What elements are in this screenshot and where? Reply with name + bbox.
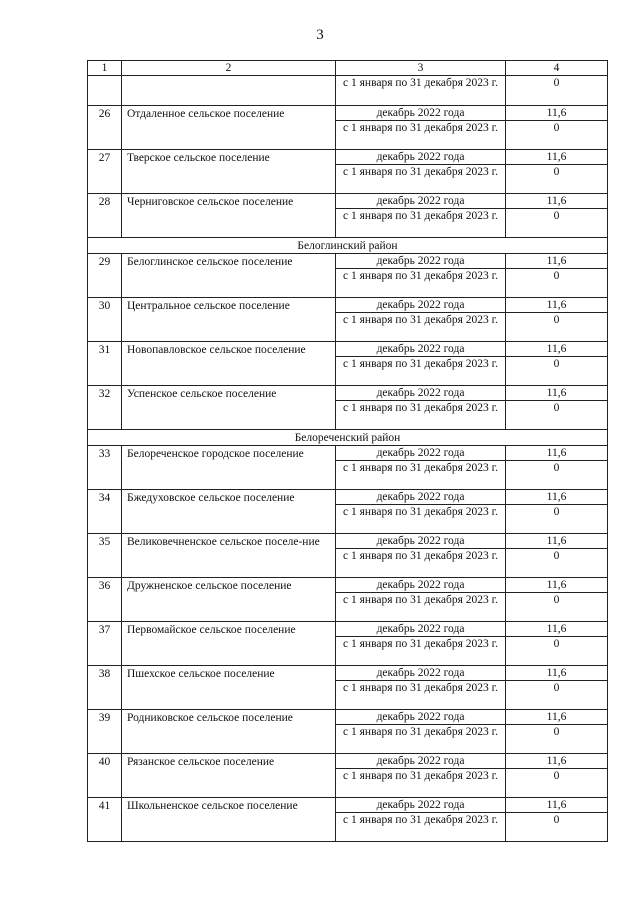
settlement-name-cell: Дружненское сельское поселение <box>122 578 336 622</box>
table-header-row <box>88 61 608 76</box>
period-cell: с 1 января по 31 декабря 2023 г. <box>336 637 506 666</box>
table-row <box>88 342 608 357</box>
settlement-name-cell: Родниковское сельское поселение <box>122 710 336 754</box>
period-cell: декабрь 2022 года <box>336 446 506 461</box>
period-cell: с 1 января по 31 декабря 2023 г. <box>336 209 506 238</box>
row-number-cell: 33 <box>88 446 122 490</box>
table-row <box>88 254 608 269</box>
period-cell: с 1 января по 31 декабря 2023 г. <box>336 505 506 534</box>
period-cell: декабрь 2022 года <box>336 298 506 313</box>
data-table <box>87 60 608 842</box>
row-number-cell: 41 <box>88 798 122 842</box>
value-cell: 11,6 <box>506 106 608 121</box>
table-row <box>88 446 608 461</box>
value-cell: 0 <box>506 313 608 342</box>
table-row <box>88 578 608 593</box>
row-number-cell: 38 <box>88 666 122 710</box>
value-cell: 0 <box>506 637 608 666</box>
value-cell: 11,6 <box>506 446 608 461</box>
header-col-3: 3 <box>336 61 506 76</box>
value-cell: 11,6 <box>506 386 608 401</box>
period-cell: с 1 января по 31 декабря 2023 г. <box>336 121 506 150</box>
table-row <box>88 490 608 505</box>
value-cell: 0 <box>506 401 608 430</box>
value-cell: 0 <box>506 505 608 534</box>
period-cell: декабрь 2022 года <box>336 150 506 165</box>
period-cell: с 1 января по 31 декабря 2023 г. <box>336 165 506 194</box>
period-cell: декабрь 2022 года <box>336 490 506 505</box>
row-number-cell <box>88 76 122 106</box>
period-cell: декабрь 2022 года <box>336 798 506 813</box>
row-number-cell: 39 <box>88 710 122 754</box>
district-name: Белоглинский район <box>88 238 608 254</box>
value-cell: 0 <box>506 357 608 386</box>
table-row <box>88 106 608 121</box>
value-cell: 0 <box>506 165 608 194</box>
table-row <box>88 534 608 549</box>
row-number-cell: 40 <box>88 754 122 798</box>
value-cell: 11,6 <box>506 710 608 725</box>
row-number-cell: 34 <box>88 490 122 534</box>
period-cell: с 1 января по 31 декабря 2023 г. <box>336 593 506 622</box>
district-header-row <box>88 430 608 446</box>
row-number-cell: 28 <box>88 194 122 238</box>
district-name: Белореченский район <box>88 430 608 446</box>
value-cell: 0 <box>506 813 608 842</box>
table-row <box>88 754 608 769</box>
settlement-name-cell <box>122 76 336 106</box>
settlement-name-cell: Школьненское сельское поселение <box>122 798 336 842</box>
period-cell: с 1 января по 31 декабря 2023 г. <box>336 313 506 342</box>
settlement-name-cell: Успенское сельское поселение <box>122 386 336 430</box>
value-cell: 0 <box>506 121 608 150</box>
value-cell: 0 <box>506 269 608 298</box>
row-number-cell: 27 <box>88 150 122 194</box>
settlement-name-cell: Бжедуховское сельское поселение <box>122 490 336 534</box>
period-cell: с 1 января по 31 декабря 2023 г. <box>336 549 506 578</box>
settlement-name-cell: Тверское сельское поселение <box>122 150 336 194</box>
period-cell: с 1 января по 31 декабря 2023 г. <box>336 681 506 710</box>
period-cell: декабрь 2022 года <box>336 578 506 593</box>
row-number-cell: 31 <box>88 342 122 386</box>
value-cell: 0 <box>506 593 608 622</box>
value-cell: 11,6 <box>506 254 608 269</box>
header-col-1: 1 <box>88 61 122 76</box>
table-row <box>88 150 608 165</box>
period-cell: декабрь 2022 года <box>336 754 506 769</box>
value-cell: 0 <box>506 76 608 106</box>
period-cell: с 1 января по 31 декабря 2023 г. <box>336 725 506 754</box>
value-cell: 11,6 <box>506 342 608 357</box>
settlement-name-cell: Центральное сельское поселение <box>122 298 336 342</box>
value-cell: 11,6 <box>506 534 608 549</box>
period-cell: с 1 января по 31 декабря 2023 г. <box>336 769 506 798</box>
period-cell: с 1 января по 31 декабря 2023 г. <box>336 76 506 106</box>
table-row <box>88 622 608 637</box>
period-cell: декабрь 2022 года <box>336 194 506 209</box>
value-cell: 0 <box>506 209 608 238</box>
row-number-cell: 37 <box>88 622 122 666</box>
table-row <box>88 798 608 813</box>
value-cell: 11,6 <box>506 754 608 769</box>
page-number: 3 <box>316 27 324 43</box>
period-cell: с 1 января по 31 декабря 2023 г. <box>336 461 506 490</box>
period-cell: декабрь 2022 года <box>336 534 506 549</box>
settlement-name-cell: Белоглинское сельское поселение <box>122 254 336 298</box>
row-number-cell: 36 <box>88 578 122 622</box>
settlement-name-cell: Новопавловское сельское поселение <box>122 342 336 386</box>
period-cell: декабрь 2022 года <box>336 106 506 121</box>
district-header-row <box>88 238 608 254</box>
header-col-2: 2 <box>122 61 336 76</box>
row-number-cell: 26 <box>88 106 122 150</box>
table-row <box>88 386 608 401</box>
value-cell: 11,6 <box>506 150 608 165</box>
continuation-row <box>88 76 608 106</box>
settlement-name-cell: Черниговское сельское поселение <box>122 194 336 238</box>
row-number-cell: 29 <box>88 254 122 298</box>
period-cell: декабрь 2022 года <box>336 710 506 725</box>
value-cell: 0 <box>506 549 608 578</box>
period-cell: с 1 января по 31 декабря 2023 г. <box>336 357 506 386</box>
value-cell: 0 <box>506 681 608 710</box>
period-cell: с 1 января по 31 декабря 2023 г. <box>336 269 506 298</box>
settlement-name-cell: Пшехское сельское поселение <box>122 666 336 710</box>
header-col-4: 4 <box>506 61 608 76</box>
value-cell: 11,6 <box>506 194 608 209</box>
period-cell: декабрь 2022 года <box>336 342 506 357</box>
period-cell: декабрь 2022 года <box>336 622 506 637</box>
value-cell: 11,6 <box>506 622 608 637</box>
row-number-cell: 35 <box>88 534 122 578</box>
settlement-name-cell: Рязанское сельское поселение <box>122 754 336 798</box>
value-cell: 11,6 <box>506 298 608 313</box>
settlement-name-cell: Первомайское сельское поселение <box>122 622 336 666</box>
value-cell: 11,6 <box>506 490 608 505</box>
value-cell: 0 <box>506 769 608 798</box>
period-cell: декабрь 2022 года <box>336 254 506 269</box>
table-row <box>88 710 608 725</box>
table-row <box>88 194 608 209</box>
settlement-name-cell: Великовечненское сельское поселе-ние <box>122 534 336 578</box>
period-cell: с 1 января по 31 декабря 2023 г. <box>336 813 506 842</box>
row-number-cell: 30 <box>88 298 122 342</box>
settlement-name-cell: Белореченское городское поселение <box>122 446 336 490</box>
period-cell: с 1 января по 31 декабря 2023 г. <box>336 401 506 430</box>
period-cell: декабрь 2022 года <box>336 386 506 401</box>
value-cell: 11,6 <box>506 578 608 593</box>
value-cell: 11,6 <box>506 798 608 813</box>
settlement-name-cell: Отдаленное сельское поселение <box>122 106 336 150</box>
value-cell: 0 <box>506 461 608 490</box>
period-cell: декабрь 2022 года <box>336 666 506 681</box>
value-cell: 0 <box>506 725 608 754</box>
row-number-cell: 32 <box>88 386 122 430</box>
value-cell: 11,6 <box>506 666 608 681</box>
table-row <box>88 666 608 681</box>
table-row <box>88 298 608 313</box>
